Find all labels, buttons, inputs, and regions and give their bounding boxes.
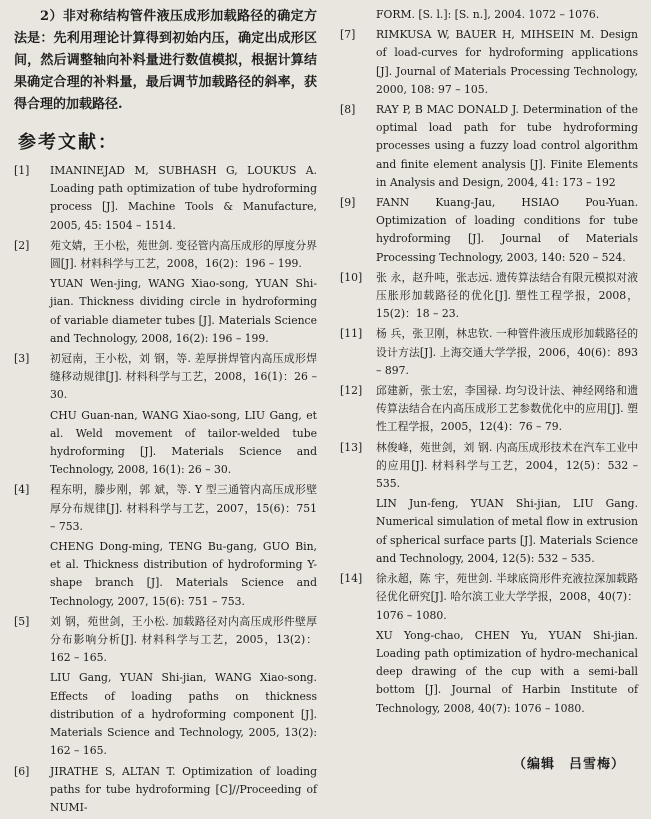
reference-number: [2] — [14, 238, 30, 252]
reference-body — [376, 570, 638, 718]
reference-number: [10] — [340, 270, 363, 284]
conclusion-paragraph: 2）非对称结构管件液压成形加载路径的确定方法是：先利用理论计算得到初始内压，确定出成形区间，然后调整轴向补料量进行数值模拟，根据计算结果确定合理的补料量，最后调节加载路径的斜率，获得合理的加载路径. — [14, 9, 317, 112]
reference-text: 刘 钢，苑世剑，王小松. 加载路径对内高压成形件壁厚分布影响分析[J]. 材料科学与工艺，2005，13(2)：162 – 165. — [50, 614, 317, 665]
reference-item — [14, 481, 317, 610]
reference-text: 徐永超，陈 宇，苑世剑. 半球底筒形件充液拉深加载路径优化研究[J]. 哈尔滨工业大学学报，2008，40(7)：1076 – 1080. — [376, 572, 638, 622]
reference-number: [5] — [14, 614, 30, 628]
reference-text: LIU Gang, YUAN Shi-jian, WANG Xiao-song. Effects of loading paths on thickness distribution of a hydroforming component [J]. Materials Science and Technology, 2005, 13(2): 162 – 165. — [50, 671, 317, 758]
reference-text: 苑文婧，王小松，苑世剑. 变径管内高压成形的厚度分界圆[J]. 材料科学与工艺，2008，16(2)：196 – 199. — [50, 238, 317, 271]
reference-text: RIMKUSA W, BAUER H, MIHSEIN M. Design of load-curves for hydroforming applications [J]. Journal of Materials Processing Technology, 2000, 108: 97 – 105. — [376, 28, 638, 96]
references-list-left — [14, 162, 317, 817]
reference-text: 张 永，赵升吨，张志远. 遗传算法结合有限元模拟对液压胀形加载路径的优化[J]. 塑性工程学报，2008，15(2)：18 – 23. — [376, 270, 638, 321]
reference-text: 邱建新，张士宏，李国禄. 均匀设计法、神经网络和遗传算法结合在内高压成形工艺参数优化中的应用[J]. 塑性工程学报，2005，12(4)：76 – 79. — [376, 384, 638, 434]
reference-body — [376, 6, 638, 24]
reference-text: IMANINEJAD M, SUBHASH G, LOUKUS A. Loading path optimization of tube hydroforming process [J]. Machine Tools & Manufacture, 2005, 45: 1504 – 1514. — [50, 164, 317, 232]
reference-item — [340, 26, 638, 99]
reference-number — [340, 6, 376, 24]
reference-text: 杨 兵，张卫刚，林忠钦. 一种管件液压成形加载路径的设计方法[J]. 上海交通大学学报，2006，40(6)：893 – 897. — [376, 327, 638, 377]
reference-body — [376, 194, 638, 267]
reference-item — [340, 382, 638, 437]
reference-body — [50, 613, 317, 761]
references-heading: 参考文献： — [18, 132, 118, 153]
reference-item — [340, 101, 638, 192]
reference-text: LIN Jun-feng, YUAN Shi-jian, LIU Gang. Numerical simulation of metal flow in extrusion of spherical surface parts [J]. Materials Science and Technology, 2004, 12(5): 532 – 535. — [376, 497, 638, 565]
reference-body — [50, 763, 317, 818]
reference-body — [376, 101, 638, 192]
reference-text: JIRATHE S, ALTAN T. Optimization of loading paths for tube hydroforming [C]//Proceeding of NUMI- — [50, 764, 317, 814]
left-column — [14, 6, 317, 819]
reference-body — [50, 481, 317, 610]
reference-item — [14, 162, 317, 235]
reference-text: 程东明，滕步刚，郭 斌，等. Y 型三通管内高压成形壁厚分布规律[J]. 材料科学与工艺，2007，15(6)：751 – 753. — [50, 483, 317, 533]
reference-number: [8] — [340, 103, 356, 117]
reference-item — [340, 325, 638, 380]
reference-body — [376, 269, 638, 324]
reference-body — [376, 439, 638, 568]
reference-text: XU Yong-chao, CHEN Yu, YUAN Shi-jian. Loading path optimization of hydro-mechanical deep drawing of the cup with a semi-ball bottom [J]. Journal of Harbin Institute of Technology, 2008, 40(7): 1076 – 1080. — [376, 628, 638, 715]
reference-number: [9] — [340, 196, 356, 210]
reference-number: [11] — [340, 327, 363, 341]
reference-body — [50, 350, 317, 479]
editor-credit: （编辑 吕雪梅） — [512, 757, 625, 772]
reference-number: [14] — [340, 572, 363, 586]
reference-text: CHU Guan-nan, WANG Xiao-song, LIU Gang, et al. Weld movement of tailor-welded tube hydroforming [J]. Materials Science and Technology, 2008, 16(1): 26 – 30. — [50, 408, 317, 477]
reference-number: [13] — [340, 440, 363, 454]
reference-body — [376, 382, 638, 437]
reference-number: [4] — [14, 483, 30, 497]
references-list-right — [340, 6, 638, 718]
reference-item — [14, 613, 317, 761]
reference-text: FORM. [S. l.]: [S. n.], 2004. 1072 – 1076. — [376, 8, 600, 21]
reference-body — [50, 237, 317, 348]
reference-body — [376, 325, 638, 380]
reference-item — [14, 763, 317, 818]
reference-body — [376, 26, 638, 99]
reference-number: [6] — [14, 764, 30, 778]
reference-item — [340, 194, 638, 267]
reference-item — [14, 350, 317, 479]
reference-number: [1] — [14, 164, 30, 177]
reference-text: YUAN Wen-jing, WANG Xiao-song, YUAN Shi-jian. Thickness dividing circle in hydroforming of variable diameter tubes [J]. Materials Science and Technology, 2008, 16(2): 196 – 199. — [50, 277, 317, 345]
reference-item — [340, 6, 638, 24]
reference-item — [14, 237, 317, 348]
reference-item — [340, 269, 638, 324]
reference-number: [7] — [340, 28, 356, 42]
reference-text: FANN Kuang-Jau, HSIAO Pou-Yuan. Optimization of loading conditions for tube hydroforming [J]. Journal of Materials Processing Technology, 2003, 140: 520 – 524. — [376, 196, 638, 264]
right-column — [340, 6, 638, 720]
reference-text: CHENG Dong-ming, TENG Bu-gang, GUO Bin, et al. Thickness distribution of hydroforming Y-shape branch [J]. Materials Science and Technology, 2007, 15(6): 751 – 753. — [50, 540, 317, 608]
reference-text: 初冠南，王小松，刘 钢，等. 差厚拼焊管内高压成形焊缝移动规律[J]. 材料科学与工艺，2008，16(1)：26 – 30. — [50, 352, 317, 402]
reference-text: 林俊峰，苑世剑，刘 钢. 内高压成形技术在汽车工业中的应用[J]. 材料科学与工艺，2004，12(5)：532 – 535. — [376, 440, 638, 491]
reference-number: [12] — [340, 384, 363, 398]
reference-item — [340, 439, 638, 568]
reference-text: RAY P, B MAC DONALD J. Determination of the optimal load path for tube hydroforming processes using a fuzzy load control algorithm and finite element analysis [J]. Finite Elements in Analysis and Design, 2004, 41: 173 – 192 — [376, 103, 638, 189]
reference-body — [50, 162, 317, 235]
reference-item — [340, 570, 638, 718]
reference-number: [3] — [14, 352, 30, 366]
